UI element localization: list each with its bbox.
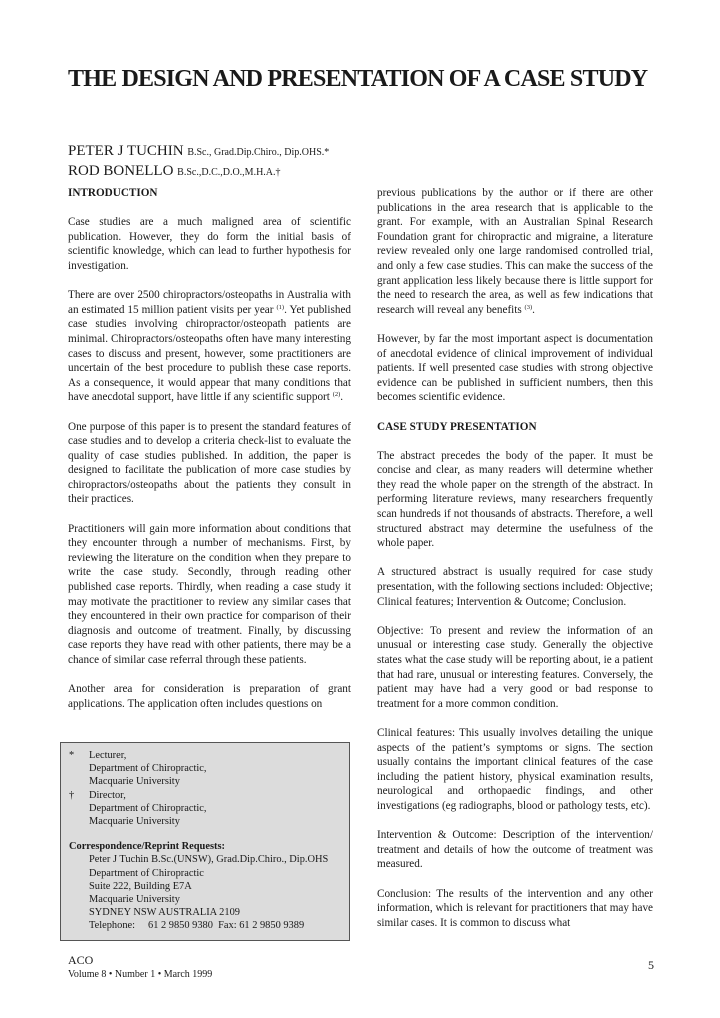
author-qualifications: B.Sc., Grad.Dip.Chiro., Dip.OHS. bbox=[187, 147, 325, 158]
correspondence-address bbox=[67, 853, 343, 932]
paragraph bbox=[377, 186, 653, 317]
author-qualifications: B.Sc.,D.C.,D.O.,M.H.A. bbox=[177, 167, 276, 178]
affiliation-role: Lecturer, bbox=[89, 750, 127, 761]
right-column bbox=[377, 186, 653, 945]
affiliation-department: Department of Chiropractic, bbox=[89, 802, 207, 814]
author-footnote-mark: * bbox=[324, 147, 330, 158]
author-affiliation-box bbox=[60, 742, 350, 941]
paragraph: The abstract precedes the body of the paper. It must be concise and clear, as many readers will determine whether they read the whole paper on the strength of the abstract. In performing literature reviews, many researchers frequently scan hundreds if not thousands of abstracts. Therefore, a well structured abstract may determine the usefulness of the whole paper. bbox=[377, 449, 653, 550]
paragraph: Practitioners will gain more information about conditions that they encounter through a number of mechanisms. First, by reviewing the literature on the condition when they prepare to write the case study. Secondly, through reading other published case reports. Thirdly, when reading a case study it may motivate the practitioner to review any similar cases that they encountered in their own practice for comparison of their diagnosis and outcome of treatment. Finally, by discussing case reports they have read with other patients, there may be a chance of similar case referral through these patients. bbox=[68, 522, 351, 666]
author-name: PETER J TUCHIN bbox=[68, 143, 184, 159]
citation-ref: (1) bbox=[276, 303, 285, 311]
paragraph: Conclusion: The results of the intervention and any other information, which is relevant for practitioners that may have similar cases. It is common to discuss what bbox=[377, 887, 653, 929]
author-list bbox=[68, 142, 668, 182]
journal-name: ACO bbox=[68, 953, 94, 967]
paragraph: Case studies are a much maligned area of scientific publication. However, they do form the initial basis of scientific knowledge, which can lead to further hypothesis for investigation. bbox=[68, 216, 351, 272]
affiliation-university: Macquarie University bbox=[89, 816, 180, 828]
affiliation-entry bbox=[67, 789, 343, 802]
contact-line: Department of Chiropractic bbox=[89, 867, 204, 879]
paragraph-text: previous publications by the author or if there are other publications in the area research that is applicable to the grant. For example, with an Australian Spinal Research Foundation grant for chiropractic and migraine, a literature review revealed only one large randomised controlled trial, and only a few case studies. This can make the success of the grant application less likely because there is little support for the need to research the area, as well as few indications that research will reveal any benefits bbox=[377, 187, 653, 316]
paragraph: Clinical features: This usually involves detailing the unique aspects of the patient’s symptoms or signs. The section usually contains the important clinical features of the case including the patient history, physical examination results, neurological and orthopaedic findings, and other investigations (eg radiographs, blood or pathology tests, etc). bbox=[377, 726, 653, 812]
page-number: 5 bbox=[648, 958, 654, 972]
paragraph-text: . Yet published case studies involving chiropractor/osteopath patients are minimal. Chiropractors/osteopaths often have many interesting cases to discuss and present, however, some practitioners are uncertain of the best procedure to publish these case reports. As a consequence, it would appear that many conditions that have anecdotal support, have little if any scientific support bbox=[68, 303, 352, 404]
paragraph: Another area for consideration is preparation of grant applications. The application often includes questions on bbox=[68, 683, 351, 710]
page-footer bbox=[68, 953, 212, 982]
author-tuchin bbox=[68, 142, 668, 162]
affiliation-department: Department of Chiropractic, bbox=[89, 763, 207, 775]
paragraph: Objective: To present and review the information of an unusual or interesting case study. Generally the objective states what the case study will be reporting about, ie a patient that had rare, unusual or interesting features. Conversely, the patient may have had a very good or bad response to treatment for a more common condition. bbox=[377, 624, 653, 710]
article-title: THE DESIGN AND PRESENTATION OF A CASE STUDY bbox=[68, 66, 648, 92]
paragraph-text: There are over 2500 chiropractors/osteopaths in Australia with an estimated 15 million patient visits per year bbox=[68, 289, 351, 316]
section-heading-introduction: INTRODUCTION bbox=[68, 187, 158, 199]
left-column bbox=[68, 186, 351, 726]
paragraph-text: . bbox=[532, 303, 535, 316]
section-heading-case-study-presentation: CASE STUDY PRESENTATION bbox=[377, 420, 537, 433]
affiliation-university: Macquarie University bbox=[89, 776, 180, 788]
author-bonello bbox=[68, 162, 668, 182]
contact-line: Suite 222, Building E7A bbox=[89, 880, 192, 892]
paragraph-text: . bbox=[340, 391, 344, 404]
author-name: ROD BONELLO bbox=[68, 163, 174, 179]
paragraph: Intervention & Outcome: Description of the intervention/ treatment and details of how the outcome of treatment was measured. bbox=[377, 829, 653, 871]
contact-line: Macquarie University bbox=[89, 894, 180, 906]
citation-ref: (3) bbox=[524, 303, 533, 311]
paragraph: A structured abstract is usually required for case study presentation, with the following sections included: Objective; Clinical features; Intervention & Outcome; Conclusion. bbox=[377, 566, 653, 608]
citation-ref: (2) bbox=[332, 391, 341, 399]
contact-line: SYDNEY NSW AUSTRALIA 2109 bbox=[89, 907, 240, 919]
contact-line: Peter J Tuchin B.Sc.(UNSW), Grad.Dip.Chiro., Dip.OHS bbox=[89, 854, 329, 866]
footnote-mark: * bbox=[69, 750, 75, 761]
issue-info: Volume 8 • Number 1 • March 1999 bbox=[68, 969, 213, 980]
paragraph: One purpose of this paper is to present the standard features of case studies and to develop a criteria check-list to evaluate the quality of case studies published. In addition, the paper is designed to facilitate the publication of more case studies by chiropractors/osteopaths about the patients they consult in their practices. bbox=[68, 420, 351, 506]
paragraph: However, by far the most important aspect is documentation of anecdotal evidence of clinical improvement of individual patients. If well presented case studies with strong objective evidence can be published in sufficient numbers, then this becomes scientific evidence. bbox=[377, 332, 653, 404]
contact-line: Telephone: 61 2 9850 9380 Fax: 61 2 9850 9389 bbox=[89, 920, 305, 932]
author-footnote-mark: † bbox=[275, 167, 281, 178]
affiliation-role: Director, bbox=[89, 789, 126, 801]
paragraph bbox=[68, 288, 351, 405]
footnote-mark: † bbox=[69, 789, 75, 801]
correspondence-heading: Correspondence/Reprint Requests: bbox=[69, 841, 225, 853]
affiliation-entry bbox=[67, 749, 343, 762]
